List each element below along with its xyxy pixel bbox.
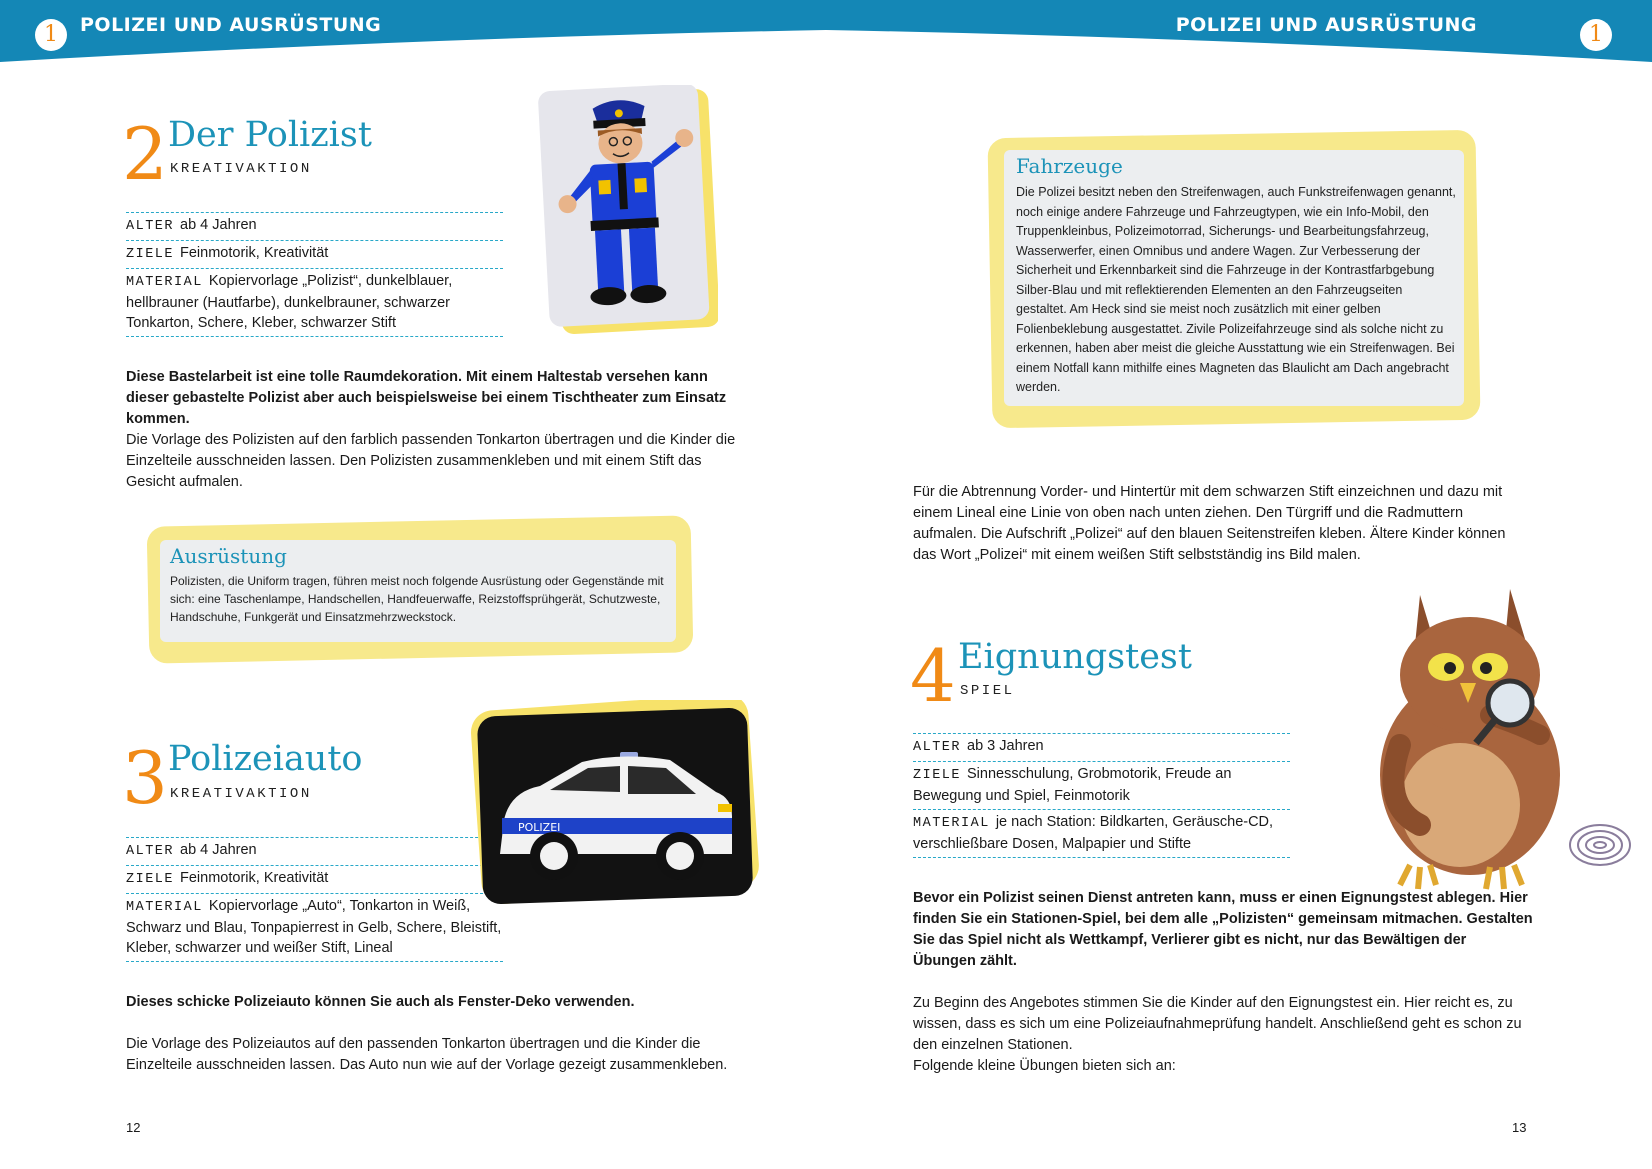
value-material: je nach Station: Bildkarten, Geräusche-CD, verschließbare Dosen, Malpapier und Stifte [913,814,1274,852]
info-row-material [913,810,1290,858]
info-table [913,733,1290,858]
car-continuation-text: Für die Abtrennung Vorder- und Hintertür mit dem schwarzen Stift einzeichnen und dazu mit einem Lineal eine Linie von oben nach unten ziehen. Den Türgriff und die Radmuttern aufmalen. Die Aufschrift „Polizei“ auf den blauen Seitenstreifen kleben. Ältere Kinder können das Wort „Polizei“ mit einem weißen Stift selbstständig ins Bild malen. [913,484,1506,563]
info-row-alter [913,733,1290,762]
value-ziele: Sinnesschulung, Grobmotorik, Freude an Bewegung und Spiel, Feinmotorik [913,766,1232,804]
info-row-ziele [126,241,503,269]
section-number: 3 [122,736,168,820]
policeman-craft-image [538,85,718,337]
value-alter: ab 4 Jahren [180,842,257,858]
section3-body: Die Vorlage des Polizeiautos auf den passenden Tonkarton übertragen und die Kinder die Einzelteile ausschneiden lassen. Das Auto nun wie auf der Vorlage gezeigt zusammenkleben. [126,1036,728,1073]
info-row-alter [126,212,503,241]
info-table [126,212,503,337]
info-box-text: Die Polizei besitzt neben den Streifenwagen, auch Funkstreifenwagen genannt, noch einige andere Fahrzeuge und Fahrzeugtypen, wie ein Info-Mobil, den Truppenkleinbus, Polizeimotorrad, Sicherungs- und Bearbeitungsfahrzeug, Wasserwerfer, einen Omnibus und andere Wagen. Zur Verbesserung der Sicherheit und Erkennbarkeit sind die Fahrzeuge in der Kontrastfarbgebung Silber-Blau und mit reflektierenden Elementen an den Fahrzeugseiten gestaltet. Am Heck sind sie meist noch zusätzlich mit einer gelben Folienbeklebung ausgestattet. Zivile Polizeifahrzeuge sind als solche nicht zu erkennen, haben aber meist die gleiche Ausstattung wie ein Streifenwagen. Bei einem Notfall kann mithilfe eines Magneten das Blaulicht am Dach angebracht werden. [1016,185,1456,394]
header-title-left: POLIZEI UND AUSRÜSTUNG [80,14,382,36]
value-ziele: Feinmotorik, Kreativität [180,245,329,261]
label-material: MATERIAL [126,900,203,915]
page-number-left: 12 [126,1120,141,1135]
info-box-title: Ausrüstung [170,544,287,568]
section3-intro: Dieses schicke Polizeiauto können Sie auch als Fenster-Deko verwenden. [126,994,635,1010]
section4-body: Zu Beginn des Angebotes stimmen Sie die Kinder auf den Eignungstest ein. Hier reicht es, zu wissen, dass es sich um eine Polizeiaufnahmeprüfung handelt. Anschließend geht es schon zu den einzelnen Stationen. [913,995,1522,1053]
section-number: 2 [122,112,168,196]
section-title: Der Polizist [168,115,372,155]
section-subtitle: SPIEL [960,683,1015,699]
label-material: MATERIAL [913,816,990,831]
section-subtitle: KREATIVAKTION [170,161,312,177]
info-row-ziele [913,762,1290,810]
info-row-material [126,894,503,962]
info-row-material [126,269,503,337]
label-alter: ALTER [913,740,962,755]
value-alter: ab 4 Jahren [180,217,257,233]
header-title-right: POLIZEI UND AUSRÜSTUNG [1175,14,1477,36]
section-subtitle: KREATIVAKTION [170,786,312,802]
label-ziele: ZIELE [126,872,175,887]
section4-intro: Bevor ein Polizist seinen Dienst antreten kann, muss er einen Eignungstest ablegen. Hier finden Sie ein Stationen-Spiel, bei dem alle „Polizisten“ gemeinsam mitmachen. Gestalten Sie das Spiel nicht als Wettkampf, Verlierer gibt es nicht, nur das Bewältigen der Übungen zählt. [913,890,1533,969]
value-material: Kopiervorlage „Auto“, Tonkarton in Weiß, Schwarz und Blau, Tonpapierrest in Gelb, Schere, Bleistift, Kleber, schwarzer und weißer Stift, Lineal [126,898,502,956]
value-alter: ab 3 Jahren [967,738,1044,754]
owl-detective-illustration [1310,575,1640,895]
info-box-ausruestung [160,540,676,642]
info-table [126,837,503,962]
label-alter: ALTER [126,219,175,234]
section4-body-end: Folgende kleine Übungen bieten sich an: [913,1058,1176,1074]
label-ziele: ZIELE [913,768,962,783]
label-alter: ALTER [126,844,175,859]
chapter-badge-left: 1 [35,19,67,51]
value-material: Kopiervorlage „Polizist“, dunkelblauer, hellbrauner (Hautfarbe), dunkelbrauner, schwarzer Tonkarton, Schere, Kleber, schwarzer Stift [126,273,453,331]
page-number-right: 13 [1512,1120,1527,1135]
label-material: MATERIAL [126,275,203,290]
section-title: Polizeiauto [168,739,363,779]
info-box-title: Fahrzeuge [1016,154,1123,178]
police-car-craft-image [470,700,760,906]
info-box-text: Polizisten, die Uniform tragen, führen meist noch folgende Ausrüstung oder Gegenstände mit sich: eine Taschenlampe, Handschellen, Handfeuerwaffe, Reizstoffsprühgerät, Schutzweste, Handschuhe, Funkgerät und Einsatzmehrzweckstock. [170,574,664,624]
section2-intro: Diese Bastelarbeit ist eine tolle Raumdekoration. Mit einem Haltestab versehen kann dieser gebastelte Polizist aber auch beispielsweise bei einem Tischtheater zum Einsatz kommen. [126,369,727,427]
value-ziele: Feinmotorik, Kreativität [180,870,329,886]
label-ziele: ZIELE [126,247,175,262]
info-row-ziele [126,866,503,894]
info-row-alter [126,837,503,866]
car-label: POLIZEI [518,821,561,834]
info-box-fahrzeuge [1004,150,1464,406]
chapter-badge-right: 1 [1580,19,1612,51]
section-number: 4 [910,634,956,718]
section2-body: Die Vorlage des Polizisten auf den farblich passenden Tonkarton übertragen und die Kinder die Einzelteile ausschneiden lassen. Den Polizisten zusammenkleben und mit einem Stift das Gesicht aufmalen. [126,432,736,490]
section-title: Eignungstest [958,637,1192,677]
